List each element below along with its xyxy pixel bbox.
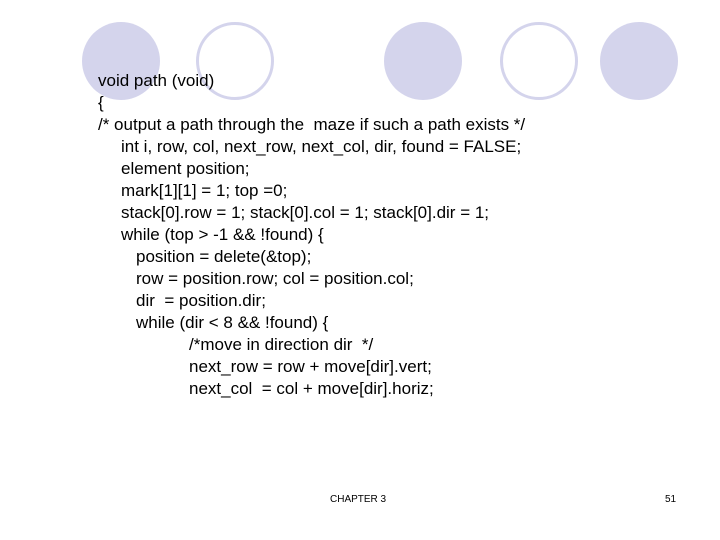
code-line: position = delete(&top);	[136, 247, 312, 266]
footer-chapter-label: CHAPTER 3	[330, 494, 387, 505]
code-line: {	[98, 93, 104, 112]
code-line: next_row = row + move[dir].vert;	[189, 357, 432, 376]
code-line: void path (void)	[98, 71, 215, 90]
code-line: stack[0].row = 1; stack[0].col = 1; stack[0].dir = 1;	[121, 203, 490, 222]
code-line: /*move in direction dir */	[189, 335, 374, 354]
code-line: while (top > -1 && !found) {	[121, 225, 324, 244]
code-line: int i, row, col, next_row, next_col, dir, found = FALSE;	[121, 137, 522, 156]
code-line: element position;	[121, 159, 250, 178]
code-line: mark[1][1] = 1; top =0;	[121, 181, 288, 200]
code-line: while (dir < 8 && !found) {	[136, 313, 329, 332]
code-line: row = position.row; col = position.col;	[136, 269, 414, 288]
code-line: dir = position.dir;	[136, 291, 266, 310]
code-line: next_col = col + move[dir].horiz;	[189, 379, 434, 398]
code-block	[98, 70, 698, 400]
page-number: 51	[665, 494, 677, 505]
code-line: /* output a path through the maze if such a path exists */	[98, 115, 526, 134]
